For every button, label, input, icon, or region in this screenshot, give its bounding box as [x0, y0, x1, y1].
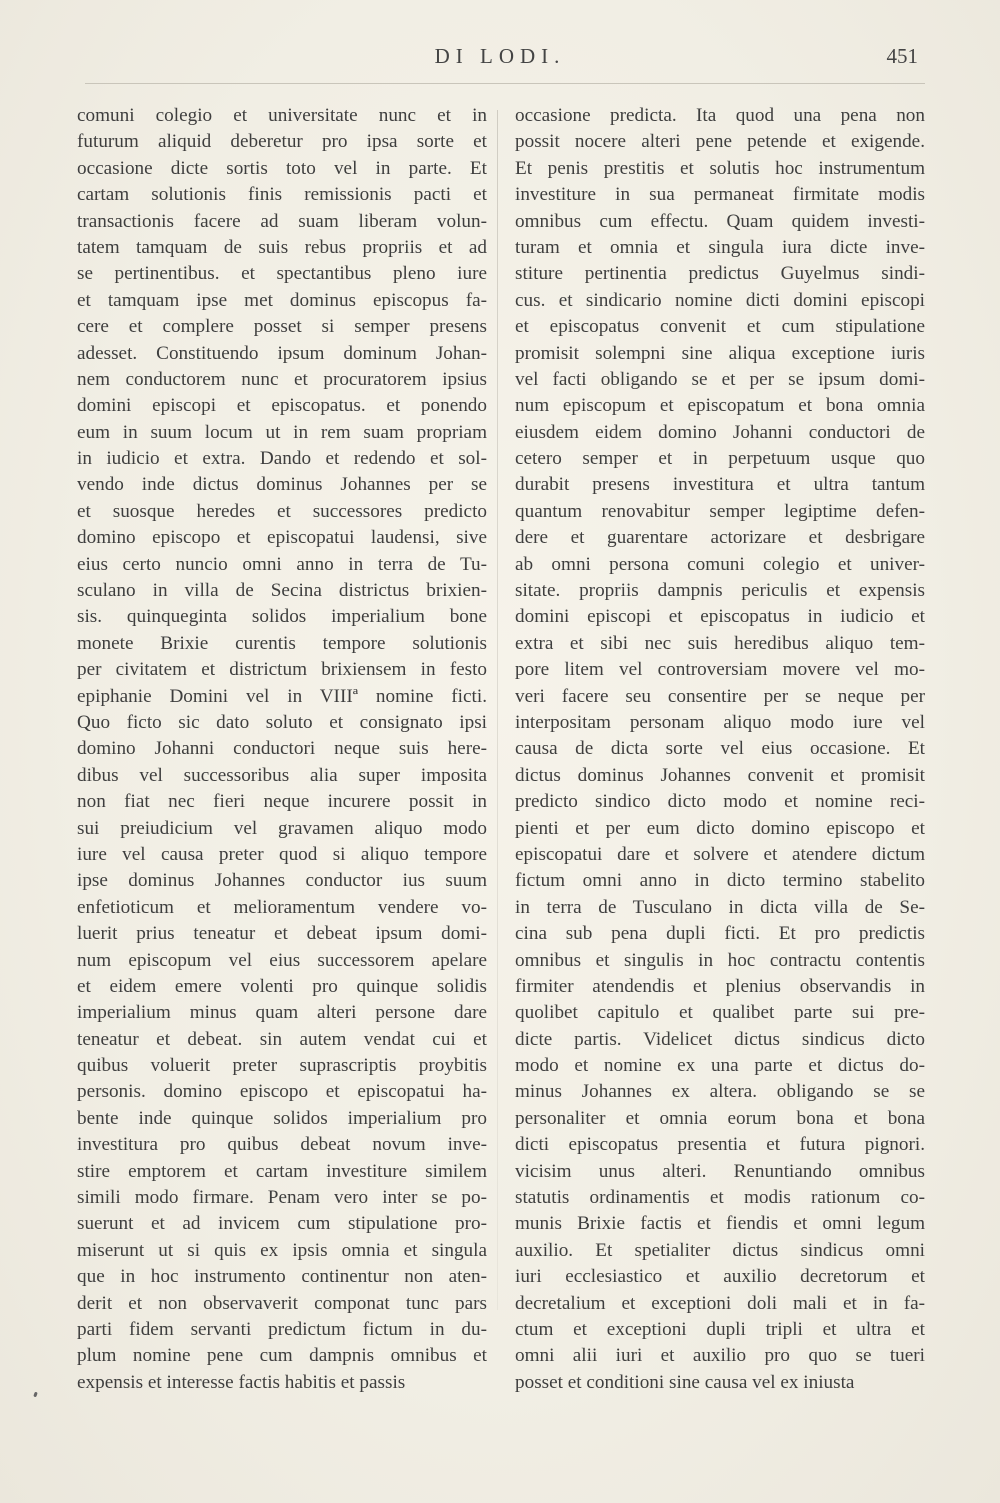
text-line: in iudicio et extra. Dando et redendo et sol- [77, 448, 487, 470]
text-line: cus. et sindicario nomine dicti domini episcopi [515, 289, 925, 311]
text-line: dictus dominus Johannes convenit et promisit [515, 764, 925, 786]
text-line: minus Johannes ex altera. obligando se se [515, 1081, 925, 1103]
text-line: nem conductorem nunc et procuratorem ipsius [77, 368, 487, 390]
text-line: dibus vel successoribus alia super imposita [77, 764, 487, 786]
text-line: et tamquam ipse met dominus episcopus fa- [77, 289, 487, 311]
text-line: comuni colegio et universitate nunc et in [77, 105, 487, 126]
text-line: enfetioticum et melioramentum vendere vo- [77, 896, 487, 918]
text-line: investiture in sua permaneat firmitate modis [515, 184, 925, 206]
text-line: pore litem vel controversiam movere vel mo- [515, 659, 925, 681]
text-line: pienti et per eum dicto domino episcopo et [515, 817, 925, 839]
text-line: omni alii iuri et auxilio pro quo se tueri [515, 1345, 925, 1367]
text-line: luerit prius teneatur et debeat ipsum domi- [77, 923, 487, 945]
text-line: teneatur et debeat. sin autem vendat cui et [77, 1028, 487, 1050]
text-line: posset et conditioni sine causa vel ex iniusta [515, 1371, 855, 1393]
left-text-column [77, 103, 487, 1396]
text-line: que in hoc instrumento continentur non aten- [77, 1266, 487, 1288]
text-line: firmiter atendendis et plenius observandis in [515, 975, 925, 997]
text-line: sitate. propriis dampnis periculis et expensis [515, 580, 925, 602]
text-line: ipse dominus Johannes conductor ius suum [77, 870, 487, 892]
text-line: cartam solutionis finis remissionis pacti et [77, 184, 487, 206]
text-line: statutis ordinamentis et modis rationum co- [515, 1187, 925, 1209]
text-line: omnibus cum effectu. Quam quidem investi- [515, 210, 925, 232]
text-line: dere et guarentare actorizare et desbrigare [515, 527, 925, 549]
text-line: et episcopatus convenit et cum stipulatione [515, 316, 925, 338]
text-line: eiusdem eidem domino Johanni conductori de [515, 421, 925, 443]
text-line: occasione dicte sortis toto vel in parte. Et [77, 157, 487, 179]
text-line: quibus voluerit preter suprascriptis proybitis [77, 1055, 487, 1077]
text-line: durabit presens investitura et ultra tantum [515, 474, 925, 496]
text-line: promisit solempni sine aliqua exceptione iuris [515, 342, 925, 364]
text-line: decretalium et exceptioni doli mali et in fa- [515, 1292, 925, 1314]
text-line: extra et sibi nec suis heredibus aliquo tem- [515, 632, 925, 654]
text-line: transactionis facere ad suam liberam volun- [77, 210, 487, 232]
text-line: sis. quinqueginta solidos imperialium bone [77, 606, 487, 628]
text-line: domino Johanni conductori neque suis here- [77, 738, 487, 760]
text-line: occasione predicta. Ita quod una pena non [515, 105, 925, 126]
text-line: sculano in villa de Secina districtus brixien- [77, 580, 487, 602]
text-line: cina sub pena dupli ficti. Et pro predictis [515, 923, 925, 945]
running-header-title: DI LODI. [434, 44, 566, 68]
text-line: plum nomine pene cum dampnis omnibus et [77, 1345, 487, 1367]
text-line: vicisim unus alteri. Renuntiando omnibus [515, 1160, 925, 1182]
text-line: episcopatui dare et solvere et atendere dictum [515, 843, 925, 865]
text-line: sui preiudicium vel gravamen aliquo modo [77, 817, 487, 839]
text-line: futurum aliquid deberetur pro ipsa sorte et [77, 131, 487, 153]
text-line: expensis et interesse factis habitis et passis [77, 1371, 406, 1393]
text-line: interpositam personam aliquo modo iure vel [515, 711, 925, 733]
text-line: domini episcopi et episcopatus in iudicio et [515, 606, 925, 628]
text-line: stiture pertinentia predictus Guyelmus sindi- [515, 263, 925, 285]
text-line: auxilio. Et spetialiter dictus sindicus omni [515, 1239, 925, 1261]
text-line: et suosque heredes et successores predicto [77, 500, 487, 522]
page-number: 451 [886, 44, 918, 68]
text-line: in terra de Tusculano in dicta villa de Se- [515, 896, 925, 918]
text-line: personis. domino episcopo et episcopatui ha- [77, 1081, 487, 1103]
text-line: munis Brixie factis et fiendis et omni legum [515, 1213, 925, 1235]
text-line: parti fidem servanti predictum fictum in du- [77, 1318, 487, 1340]
text-line: omnibus et singulis in hoc contractu contentis [515, 949, 925, 971]
text-line: Et penis prestitis et solutis hoc instrumentum [515, 157, 925, 179]
text-line: suerunt et ad invicem cum stipulatione pro- [77, 1213, 487, 1235]
text-line: vel facti obligando se et per se ipsum domi- [515, 368, 925, 390]
text-line: dicte partis. Videlicet dictus sindicus dicto [515, 1028, 925, 1050]
text-line: epiphanie Domini vel in VIIIª nomine ficti. [77, 685, 487, 707]
text-line: iure vel causa preter quod si aliquo tempore [77, 843, 487, 865]
text-line: miserunt ut si quis ex ipsis omnia et singula [77, 1239, 487, 1261]
text-line: per civitatem et districtum brixiensem in festo [77, 659, 487, 681]
right-text-column [515, 103, 925, 1396]
text-line: domini episcopi et episcopatus. et ponendo [77, 395, 487, 417]
header-rule [85, 83, 925, 84]
text-line: non fiat nec fieri neque incurere possit in [77, 791, 487, 813]
text-line: num episcopum et episcopatum et bona omnia [515, 395, 925, 417]
text-line: tatem tamquam de suis rebus propriis et ad [77, 236, 487, 258]
text-line: Quo ficto sic dato soluto et consignato ipsi [77, 711, 487, 733]
text-line: ctum et exceptioni dupli tripli et ultra et [515, 1318, 925, 1340]
text-line: imperialium minus quam alteri persone dare [77, 1002, 487, 1024]
text-line: iuri ecclesiastico et auxilio decretorum et [515, 1266, 925, 1288]
text-line: monete Brixie curentis tempore solutionis [77, 632, 487, 654]
text-line: ab omni persona comuni colegio et univer- [515, 553, 925, 575]
text-line: personaliter et omnia eorum bona et bona [515, 1107, 925, 1129]
text-line: veri facere seu consentire per se neque per [515, 685, 925, 707]
column-divider [497, 110, 498, 1310]
text-line: quantum renovabitur semper legiptime defen- [515, 500, 925, 522]
text-line: cetero semper et in perpetuum usque quo [515, 448, 925, 470]
text-line: simili modo firmare. Penam vero inter se po- [77, 1187, 487, 1209]
text-line: vendo inde dictus dominus Johannes per se [77, 474, 487, 496]
text-line: predicto sindico dicto modo et nomine reci- [515, 791, 925, 813]
text-line: et eidem emere volenti pro quinque solidis [77, 975, 487, 997]
text-line: eum in suum locum ut in rem suam propriam [77, 421, 487, 443]
text-line: derit et non observaverit componat tunc pars [77, 1292, 487, 1314]
text-line: bente inde quinque solidos imperialium pro [77, 1107, 487, 1129]
text-line: fictum omni anno in dicto termino stabelito [515, 870, 925, 892]
text-line: possit nocere alteri pene petende et exigende. [515, 131, 925, 153]
text-line: causa de dicta sorte vel eius occasione. Et [515, 738, 925, 760]
text-line: dicti episcopatus presentia et futura pignori. [515, 1134, 925, 1156]
text-line: se pertinentibus. et spectantibus pleno iure [77, 263, 487, 285]
text-line: cere et complere posset si semper presens [77, 316, 487, 338]
ink-speck [33, 1392, 38, 1398]
text-line: quolibet capitulo et qualibet parte sui pre- [515, 1002, 925, 1024]
text-line: stire emptorem et cartam investiture similem [77, 1160, 487, 1182]
text-line: num episcopum vel eius successorem apelare [77, 949, 487, 971]
text-line: modo et nomine ex una parte et dictus do- [515, 1055, 925, 1077]
text-line: adesset. Constituendo ipsum dominum Johan- [77, 342, 487, 364]
text-line: domino episcopo et episcopatui laudensi, sive [77, 527, 487, 549]
text-line: eius certo nuncio omni anno in terra de Tu- [77, 553, 487, 575]
text-line: investitura pro quibus debeat novum inve- [77, 1134, 487, 1156]
text-line: turam et omnia et singula iura dicte inve- [515, 236, 925, 258]
